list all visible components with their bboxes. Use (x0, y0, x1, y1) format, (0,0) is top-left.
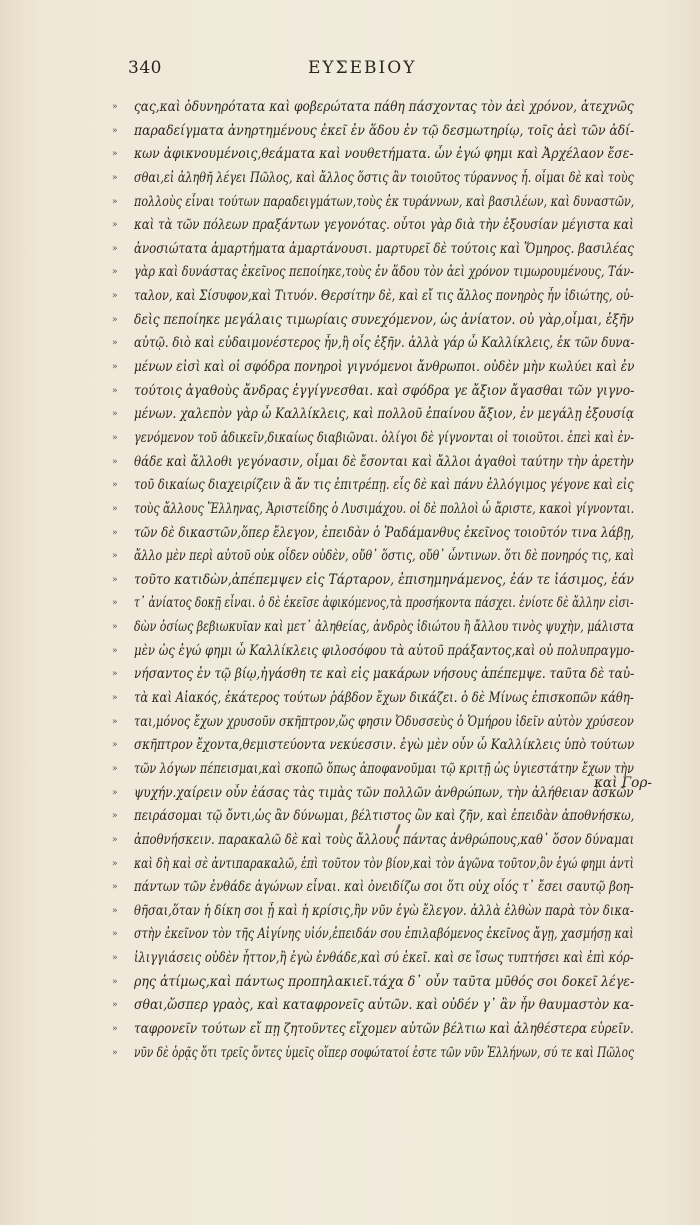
quote-marker: » (112, 953, 118, 964)
quote-marker: » (112, 125, 118, 136)
line-text: τ᾽ ἀνίατος δοκῇ εἶναι. ὁ δὲ ἐκεῖσε ἀφικόμενος,τὰ προσήκοντα πάσχει. ἐνίοτε δὲ ἄλλην εἰσι- (134, 595, 634, 612)
text-line (112, 545, 635, 569)
text-line (112, 214, 632, 238)
quote-marker: » (112, 267, 118, 278)
text-line (112, 853, 632, 877)
line-text: ται,μόνος ἔχων χρυσοῦν σκῆπτρον,ὥς φησιν Ὀδυσσεὺς ὁ Ὁμήρου ἰδεῖν αὐτὸν χρύσεον (134, 713, 634, 730)
line-text: γενόμενον τοῦ ἀδικεῖν,δικαίως διαβιῶναι. ὀλίγοι δὲ γίγνονται οἱ τοιοῦτοι. ἐπεὶ καὶ ἐν- (134, 429, 635, 446)
quote-marker: » (112, 385, 118, 396)
quote-marker: » (112, 362, 118, 373)
text-line (112, 403, 632, 427)
quote-marker: » (112, 858, 118, 869)
quote-marker: » (112, 811, 118, 822)
line-text: ἰλιγγιάσεις οὐδὲν ἧττον,ἢ ἐγὼ ἐνθάδε,καὶ σύ ἐκεῖ. καὶ σε ἴσως τυπτήσει καὶ ἐπὶ κόρ- (134, 950, 634, 967)
line-text: γὰρ καὶ δυνάστας ἐκεῖνος πεποίηκε,τοὺς ἐν ἅδου τὸν ἀεὶ χρόνον τιμωρουμένους, Τάν- (134, 264, 634, 281)
line-text: μὲν ὡς ἐγώ φημι ὦ Καλλίκλεις φιλοσόφου τὰ αὑτοῦ πράξαντος,καὶ οὐ πολυπραγμο- (134, 642, 635, 659)
line-text: τούτοις ἀγαθοὺς ἄνδρας ἐγγίγνεσθαι. καὶ σφόδρα γε ἄξιον ἄγασθαι τῶν γιγνο- (134, 382, 635, 399)
text-line (112, 143, 632, 167)
line-text: θῆσαι,ὅταν ἡ δίκη σοι ᾖ καὶ ἡ κρίσις,ἣν νῦν ἐγὼ ἔλεγον. ἀλλὰ ἐλθὼν παρὰ τὸν δικα- (134, 902, 634, 919)
quote-marker: » (112, 172, 118, 183)
quote-marker: » (112, 929, 118, 940)
quote-marker: » (112, 1000, 118, 1011)
line-text: πάντων τῶν ἐνθάδε ἀγώνων εἶναι. καὶ ὀνειδίζω σοι ὅτι οὐχ οἷός τ᾽ ἔσει σαυτῷ βοη- (134, 879, 634, 896)
quote-marker: » (112, 645, 118, 656)
text-line (112, 474, 632, 498)
text-line (112, 592, 632, 616)
quote-marker: » (112, 622, 118, 633)
quote-marker: » (112, 598, 118, 609)
text-line (112, 758, 632, 782)
line-text: δὼν ὁσίως βεβιωκυῖαν καὶ μετ᾽ ἀληθείας, ἀνδρὸς ἰδιώτου ἢ ἄλλου τινὸς ψυχὴν, μάλιστα (134, 619, 635, 636)
quote-marker: » (112, 882, 118, 893)
line-text: τοῦ δικαίως διαχειρίζειν ἃ ἄν τις ἐπιτρέπῃ. εἷς δὲ καὶ πάνυ ἐλλόγιμος γέγονε καὶ εἰς (134, 477, 634, 494)
text-line (112, 734, 635, 758)
quote-marker: » (112, 196, 118, 207)
quote-marker: » (112, 503, 118, 514)
body-text (112, 96, 635, 1065)
catchword: καὶ Γορ- (594, 775, 652, 791)
text-line (112, 616, 635, 640)
line-text: τῶν δὲ δικαστῶν,ὅπερ ἔλεγον, ἐπειδὰν ὁ Ῥαδάμανθυς ἐκεῖνος τοιοῦτόν τινα λάβῃ, (134, 524, 635, 541)
text-line (112, 1042, 632, 1066)
text-line (112, 782, 632, 806)
text-line (112, 332, 635, 356)
line-text: καὶ τὰ τῶν πόλεων πραξάντων γεγονότας. οὗτοι γὰρ διὰ τὴν ἐξουσίαν μέγιστα καὶ (134, 217, 634, 234)
quote-marker: » (112, 574, 118, 585)
line-text: μένων εἰσὶ καὶ οἱ σφόδρα πονηροὶ γιγνόμενοι ἄνθρωποι. οὐδὲν μὴν κωλύει καὶ ἐν (134, 359, 635, 376)
text-line (112, 498, 635, 522)
text-line (112, 994, 632, 1018)
text-line (112, 640, 635, 664)
text-line (112, 876, 632, 900)
quote-marker: » (112, 787, 118, 798)
quote-marker: » (112, 693, 118, 704)
text-line (112, 309, 632, 333)
quote-marker: » (112, 1047, 118, 1058)
line-text: δεὶς πεποίηκε μεγάλαις τιμωρίαις συνεχόμενον, ὡς ἀνίατον. οὐ γὰρ,οἶμαι, ἐξῆν (134, 311, 634, 328)
text-line (112, 687, 632, 711)
quote-marker: » (112, 243, 118, 254)
text-line (112, 96, 632, 120)
line-text: νῦν δὲ ὁρᾷς ὅτι τρεῖς ὄντες ὑμεῖς οἵπερ σοφώτατοί ἐστε τῶν νῦν Ἑλλήνων, σύ τε καὶ Πῶλος (134, 1044, 634, 1061)
text-line (112, 167, 632, 191)
quote-marker: » (112, 432, 118, 443)
text-line (112, 711, 632, 735)
quote-marker: » (112, 527, 118, 538)
text-line (112, 829, 635, 853)
text-line (112, 923, 632, 947)
quote-marker: » (112, 976, 118, 987)
text-line (112, 120, 635, 144)
text-line (112, 900, 632, 924)
text-line (112, 356, 635, 380)
text-line (112, 947, 632, 971)
quote-marker: » (112, 149, 118, 160)
quote-marker: » (112, 291, 118, 302)
text-line (112, 569, 632, 593)
quote-marker: » (112, 834, 118, 845)
line-text: σκῆπτρον ἔχοντα,θεμιστεύοντα νεκύεσσιν. ἐγὼ μὲν οὖν ὦ Καλλίκλεις ὑπὸ τούτων (134, 737, 635, 754)
line-text: νήσαντος ἐν τῷ βίῳ,ἠγάσθη τε καὶ εἰς μακάρων νήσους ἀπέπεμψε. ταῦτα δὲ ταὐ- (134, 666, 635, 683)
line-text: ταφρονεῖν τούτων εἴ πῃ ζητοῦντες εἴχομεν αὐτῶν βέλτιω καὶ ἀληθέστερα εὑρεῖν. (134, 1020, 634, 1037)
text-line (112, 522, 635, 546)
quote-marker: » (112, 716, 118, 727)
text-line (112, 451, 632, 475)
text-line (112, 971, 635, 995)
line-text: τοῦτο κατιδὼν,ἀπέπεμψεν εἰς Τάρταρον, ἐπισημηνάμενος, ἐάν τε ἰάσιμος, ἐάν (134, 571, 634, 588)
text-line (112, 380, 635, 404)
quote-marker: » (112, 314, 118, 325)
text-line (112, 427, 635, 451)
line-text: παραδείγματα ἀνηρτημένους ἐκεῖ ἐν ἅδου ἐν τῷ δεσμωτηρίῳ, τοῖς ἀεὶ τῶν ἀδί- (134, 122, 635, 139)
quote-marker: » (112, 669, 118, 680)
line-text: ἀποθνήσκειν. παρακαλῶ δὲ καὶ τοὺς ἄλλους πάντας ἀνθρώπους,καθ᾽ ὅσον δύναμαι (134, 831, 635, 848)
line-text: κων ἀφικνουμένοις,θεάματα καὶ νουθετήματα. ὧν ἐγώ φημι καὶ Ἀρχέλαον ἔσε- (134, 146, 634, 163)
line-text: σθαι,εἰ ἀληθῆ λέγει Πῶλος, καὶ ἄλλος ὅστις ἂν τοιοῦτος τύραννος ἦ. οἶμαι δὲ καὶ τοὺς (134, 169, 634, 186)
line-text: τοὺς ἄλλους Ἕλληνας, Ἀριστείδης ὁ Λυσιμάχου. οἱ δὲ πολλοὶ ὦ ἄριστε, κακοὶ γίγνονται. (134, 500, 635, 517)
quote-marker: » (112, 551, 118, 562)
line-text: πειράσομαι τῷ ὄντι,ὡς ἂν δύνωμαι, βέλτιστος ὢν καὶ ζῆν, καὶ ἐπειδὰν ἀποθνήσκω, (134, 808, 635, 825)
line-text: αὐτῷ. διὸ καὶ εὐδαιμονέστερος ἦν,ἢ οἷς ἐξῆν. ἀλλὰ γάρ ὦ Καλλίκλεις, ἐκ τῶν δυνα- (134, 335, 635, 352)
line-text: τὰ καὶ Αἰακός, ἑκάτερος τούτων ῥάβδον ἔχων δικάζει. ὁ δὲ Μίνως ἐπισκοπῶν κάθη- (134, 690, 634, 707)
text-line (112, 191, 635, 215)
line-text: πολλοὺς εἶναι τούτων παραδειγμάτων,τοὺς ἐκ τυράννων, καὶ βασιλέων, καὶ δυναστῶν, (134, 193, 635, 210)
line-text: μένων. χαλεπὸν γὰρ ὦ Καλλίκλεις, καὶ πολλοῦ ἐπαίνου ἄξιον, ἐν μεγάλῃ ἐξουσίᾳ (134, 406, 634, 423)
quote-marker: » (112, 409, 118, 420)
page-number: 340 (128, 58, 162, 78)
text-line (112, 261, 632, 285)
text-line (112, 1018, 632, 1042)
text-line (112, 663, 635, 687)
quote-marker: » (112, 480, 118, 491)
quote-marker: » (112, 220, 118, 231)
page-header (128, 58, 588, 82)
line-text: ἄλλο μὲν περὶ αὐτοῦ οὐκ οἶδεν οὐδὲν, οὔθ᾽ ὅστις, οὔθ᾽ ὧντινων. ὅτι δὲ πονηρός τις, καὶ (134, 548, 635, 565)
line-text: καὶ δὴ καὶ σὲ ἀντιπαρακαλῶ, ἐπὶ τοῦτον τὸν βίον,καὶ τὸν ἀγῶνα τοῦτον,ὃν ἐγώ φημι ἀντὶ (134, 855, 634, 872)
line-text: ψυχήν.χαίρειν οὖν ἐάσας τὰς τιμὰς τῶν πολλῶν ἀνθρώπων, τὴν ἀλήθειαν ἀσκῶν (134, 784, 634, 801)
text-line (112, 238, 632, 262)
line-text: ρης ἀτίμως,καὶ πάντως προπηλακιεῖ.τάχα δ᾽ οὖν ταῦτα μῦθός σοι δοκεῖ λέγε- (134, 973, 635, 990)
line-text: ταλον, καὶ Σίσυφον,καὶ Τιτυόν. Θερσίτην δὲ, καὶ εἴ τις ἄλλος πονηρὸς ἦν ἰδιώτης, οὐ- (134, 288, 634, 305)
text-line (112, 285, 632, 309)
line-text: στὴν ἐκεῖνον τὸν τῆς Αἰγίνης υἱόν,ἐπειδάν σου ἐπιλαβόμενος ἐκεῖνος ἄγῃ, χασμήσῃ καὶ (134, 926, 634, 943)
quote-marker: » (112, 1023, 118, 1034)
quote-marker: » (112, 102, 118, 112)
quote-marker: » (112, 763, 118, 774)
line-text: θάδε καὶ ἄλλοθι γεγόνασιν, οἶμαι δὲ ἔσονται καὶ ἄλλοι ἀγαθοὶ ταύτην τὴν ἀρετὴν (134, 453, 634, 470)
quote-marker: » (112, 740, 118, 751)
text-line (112, 805, 635, 829)
line-text: σθαι,ὥσπερ γραὸς, καὶ καταφρονεῖς αὐτῶν. καὶ οὐδέν γ᾽ ἂν ἦν θαυμαστὸν κα- (134, 997, 634, 1014)
line-text: ςας,καὶ ὀδυνηρότατα καὶ φοβερώτατα πάθη πάσχοντας τὸν ἀεὶ χρόνον, ἀτεχνῶς (134, 99, 634, 115)
quote-marker: » (112, 338, 118, 349)
quote-marker: » (112, 905, 118, 916)
running-title: ΕΥΣΕΒΙΟΥ (308, 58, 417, 78)
line-text: ἀνοσιώτατα ἁμαρτήματα ἁμαρτάνουσι. μαρτυρεῖ δὲ τούτοις καὶ Ὅμηρος. βασιλέας (134, 240, 634, 257)
line-text: τῶν λόγων πέπεισμαι,καὶ σκοπῶ ὅπως ἀποφανοῦμαι τῷ κριτῇ ὡς ὑγιεστάτην ἔχων τὴν (134, 760, 634, 777)
quote-marker: » (112, 456, 118, 467)
